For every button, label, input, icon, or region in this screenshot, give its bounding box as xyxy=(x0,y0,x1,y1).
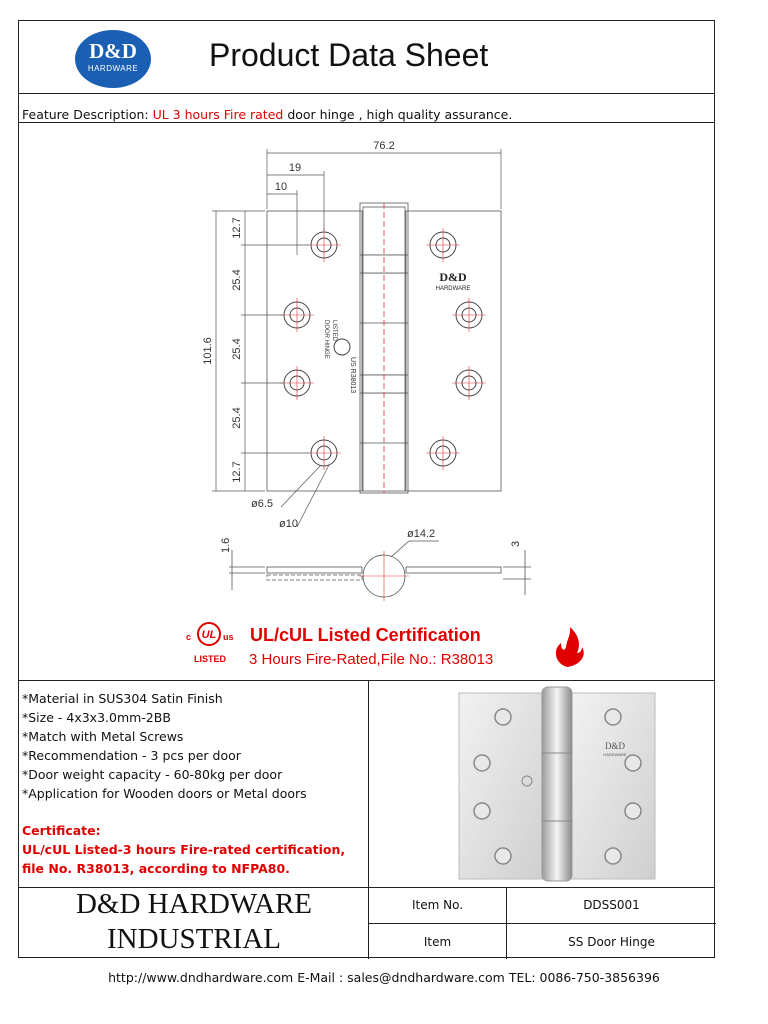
dim-leaf: 1.6 xyxy=(220,537,232,553)
ul-certification-banner xyxy=(186,623,584,668)
ul-mark-c: c xyxy=(186,632,192,642)
logo-subtext: HARDWARE xyxy=(87,64,139,73)
company-line: INDUSTRIAL xyxy=(107,923,281,955)
spec-item: *Door weight capacity - 60-80kg per door xyxy=(22,767,283,782)
certificate-line: file No. R38013, according to NFPA80. xyxy=(22,861,290,876)
product-photo xyxy=(369,681,715,887)
leaf-brand: D&D xyxy=(439,270,467,284)
photo-brand: D&D xyxy=(605,741,625,751)
stamp-listed: LISTED xyxy=(331,320,337,342)
company-logo xyxy=(75,30,151,88)
photo-brand-sub: HARDWARE xyxy=(603,752,627,757)
ul-mark-us: us xyxy=(223,632,234,642)
stamp-file: US R38013 xyxy=(349,357,356,394)
technical-drawing xyxy=(19,135,716,680)
dim-hole-large: ø10 xyxy=(279,518,298,530)
feature-rest: door hinge , high quality assurance. xyxy=(283,107,513,122)
certificate-label: Certificate: xyxy=(22,823,101,838)
spec-item: *Match with Metal Screws xyxy=(22,729,184,744)
dim-hole-small: ø6.5 xyxy=(251,498,274,510)
spec-item: *Material in SUS304 Satin Finish xyxy=(22,691,223,706)
spec-list xyxy=(22,689,307,803)
divider xyxy=(19,122,714,123)
dim-knuckle: ø14.2 xyxy=(407,528,436,540)
item-no-label: Item No. xyxy=(411,898,464,912)
feature-description xyxy=(22,107,512,122)
stamp-door-hinge: DOOR HINGE xyxy=(323,320,329,359)
page-title: Product Data Sheet xyxy=(209,37,489,73)
company-line: D&D HARDWARE xyxy=(75,888,313,920)
cert-subheading: 3 Hours Fire-Rated,File No.: R38013 xyxy=(249,651,494,668)
cert-heading: UL/cUL Listed Certification xyxy=(250,625,481,645)
certificate-block xyxy=(22,821,345,878)
dim-12-7-bottom: 12.7 xyxy=(231,461,243,483)
logo-brand: D&D xyxy=(89,39,137,63)
feature-highlight: UL 3 hours Fire rated xyxy=(152,107,284,122)
hinge-leaf-left xyxy=(267,211,362,491)
dim-height: 101.6 xyxy=(202,337,214,365)
dim-10: 10 xyxy=(274,181,288,193)
certificate-line: UL/cUL Listed-3 hours Fire-rated certification, xyxy=(22,842,346,857)
dim-25-4: 25.4 xyxy=(231,269,243,291)
company-name xyxy=(19,887,369,957)
dim-width: 76.2 xyxy=(373,140,395,152)
dim-25-4: 25.4 xyxy=(231,338,243,360)
dim-19: 19 xyxy=(288,162,302,174)
spec-item: *Application for Wooden doors or Metal doors xyxy=(22,786,307,801)
item-label: Item xyxy=(423,935,452,949)
divider xyxy=(369,923,716,924)
leaf-brand-sub: HARDWARE xyxy=(435,286,471,292)
dim-25-4: 25.4 xyxy=(231,407,243,429)
dim-thickness: 3 xyxy=(510,540,522,547)
dim-12-7-top: 12.7 xyxy=(231,217,243,239)
feature-label: Feature Description: xyxy=(22,107,153,122)
ul-mark: UL xyxy=(201,629,217,641)
footer-contact[interactable]: http://www.dndhardware.com E-Mail : sales@dndhardware.com TEL: 0086-750-3856396 xyxy=(108,970,660,985)
divider xyxy=(19,93,714,94)
item-value: SS Door Hinge xyxy=(568,935,655,949)
item-no-value: DDSS001 xyxy=(583,898,640,912)
ul-mark-listed: LISTED xyxy=(194,654,227,664)
spec-item: *Size - 4x3x3.0mm-2BB xyxy=(22,710,171,725)
spec-item: *Recommendation - 3 pcs per door xyxy=(22,748,241,763)
flame-icon xyxy=(556,627,584,667)
data-sheet xyxy=(18,20,715,958)
